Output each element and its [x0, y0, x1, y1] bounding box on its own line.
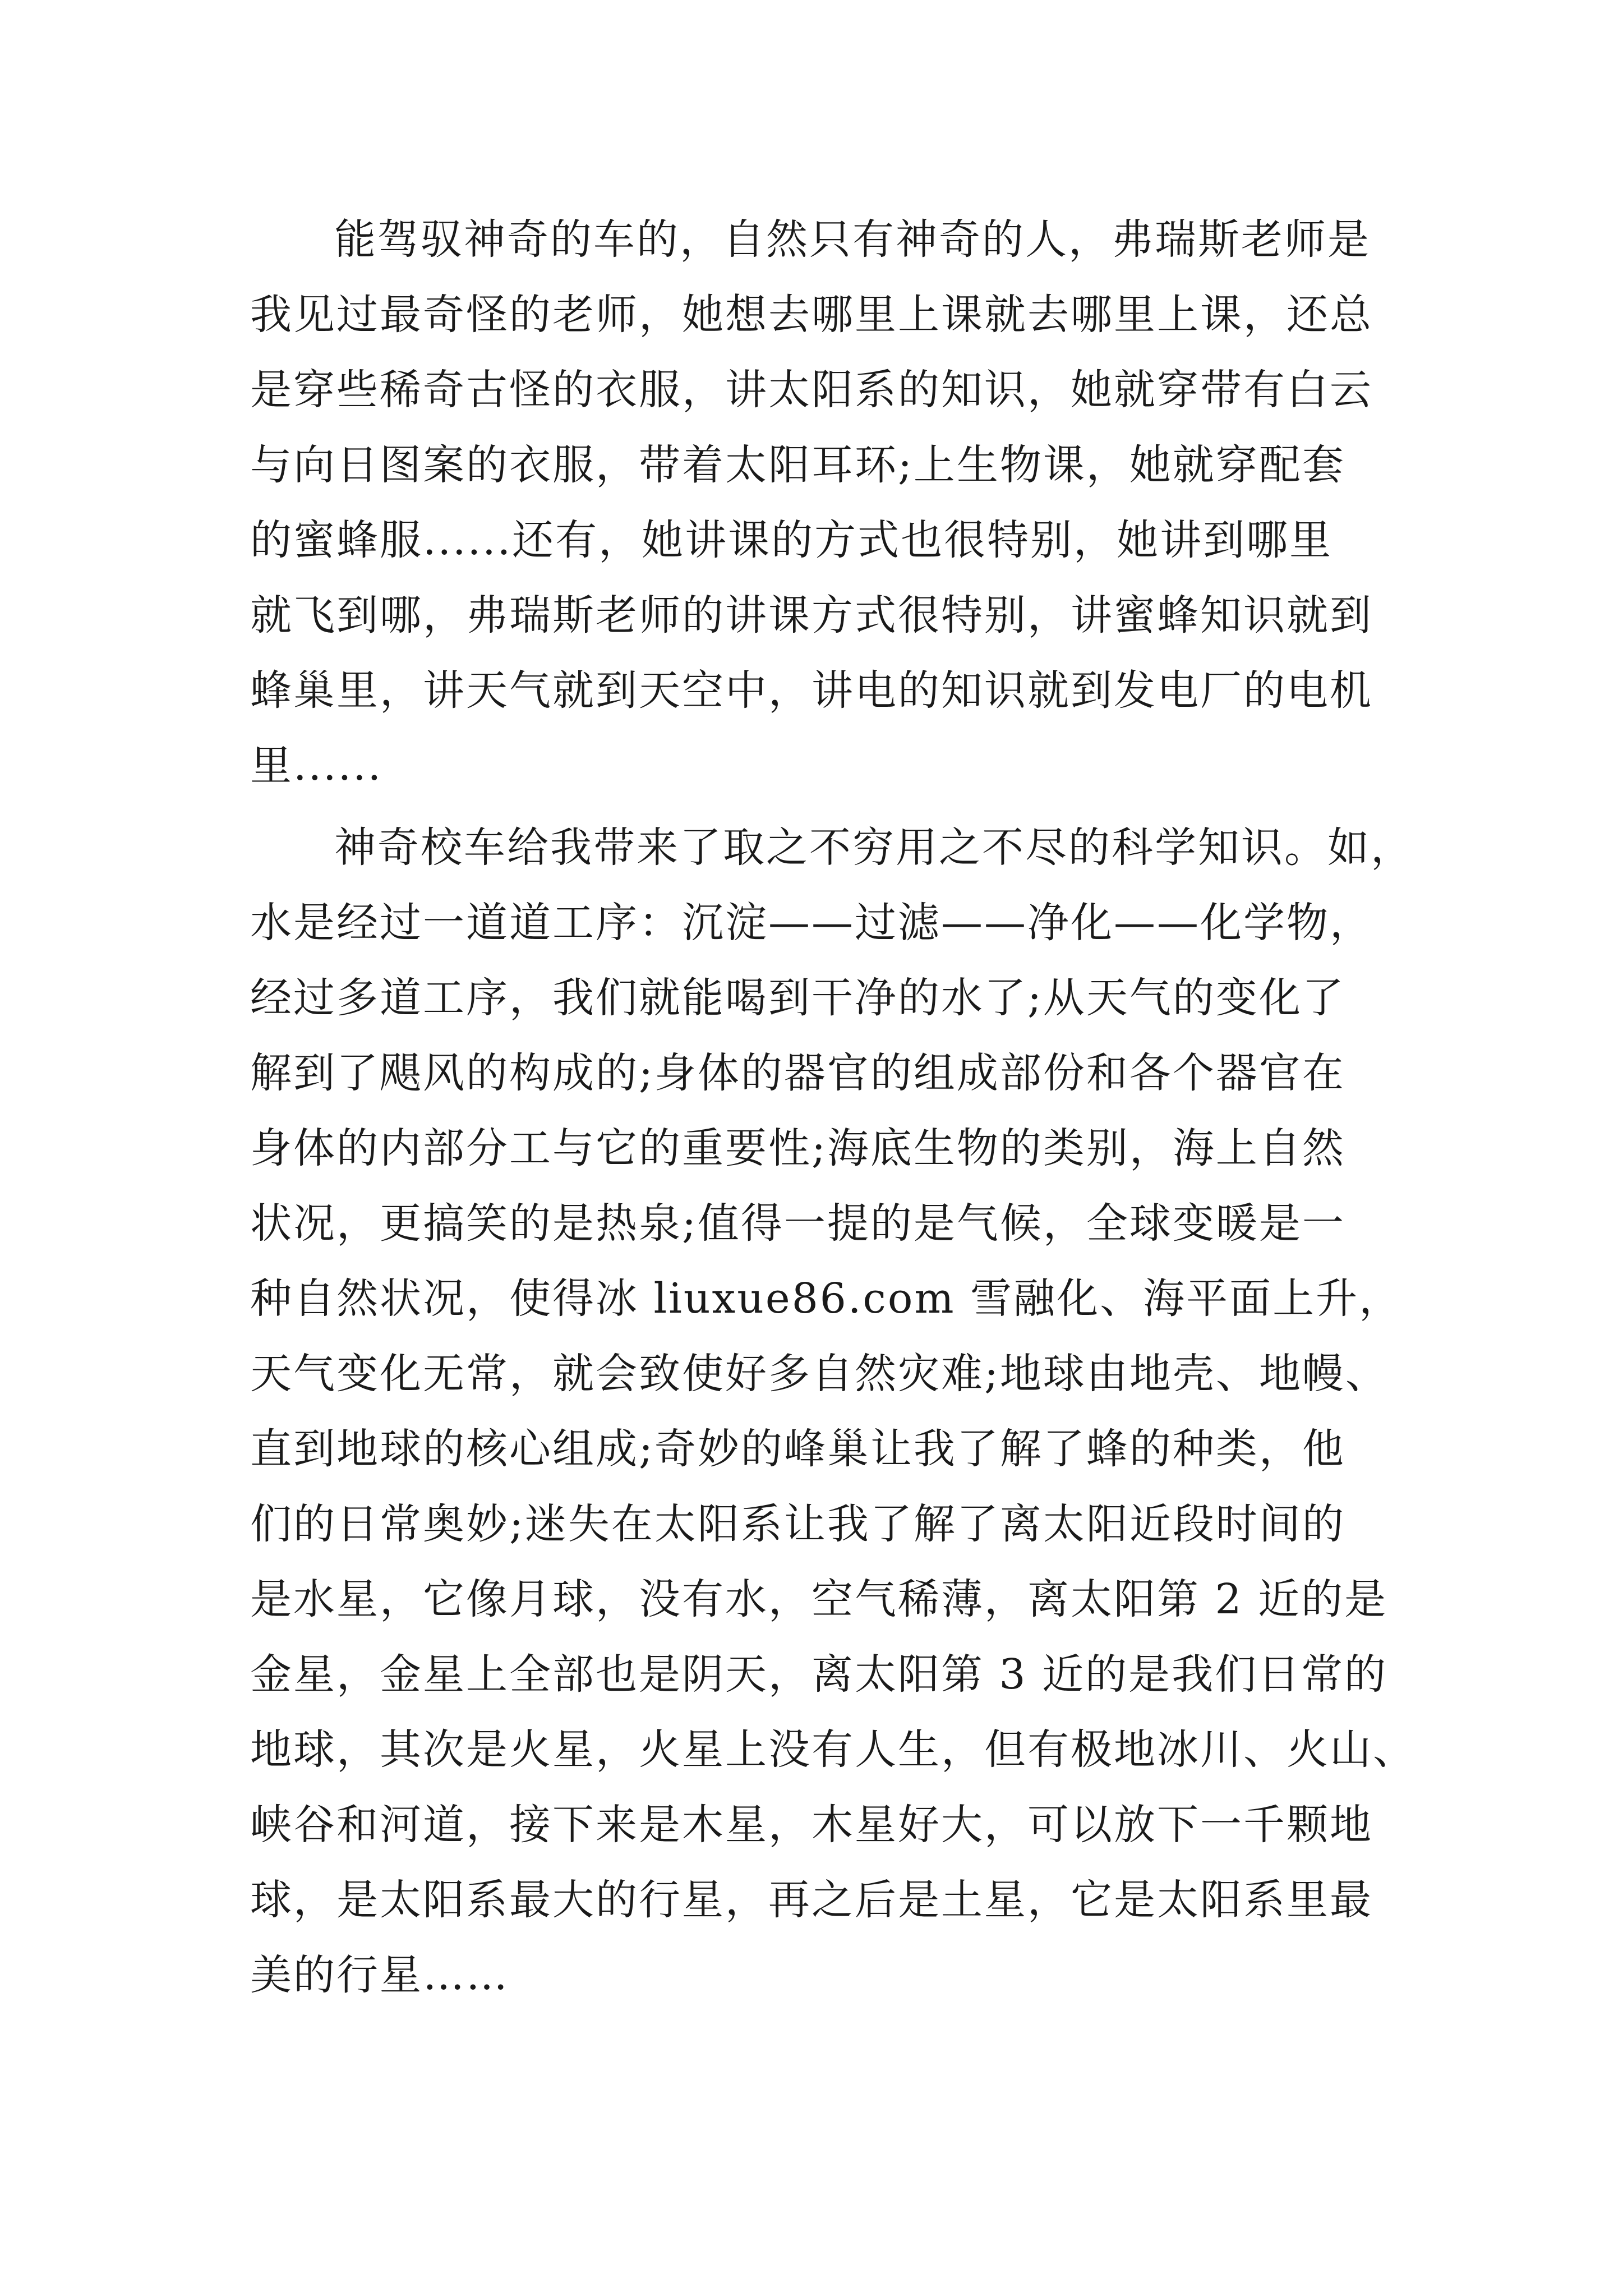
- text-line: 峡谷和河道，接下来是木星，木星好大，可以放下一千颗地: [250, 1801, 1373, 1849]
- paragraph-gap: [250, 803, 1385, 810]
- document-body: [250, 202, 1416, 2013]
- text-line: 地球，其次是火星，火星上没有人生，但有极地冰川、火山、: [250, 1726, 1416, 1774]
- text-line: 种自然状况，使得冰 liuxue86.com 雪融化、海平面上升，: [250, 1274, 1403, 1323]
- text-line: 解到了飓风的构成的;身体的器官的组成部份和各个器官在: [250, 1049, 1345, 1097]
- text-line: 的蜜蜂服......还有，她讲课的方式也很特别，她讲到哪里: [250, 516, 1333, 564]
- text-line: 是水星，它像月球，没有水，空气稀薄，离太阳第 2 近的是: [250, 1575, 1388, 1623]
- text-line: 是穿些稀奇古怪的衣服，讲太阳系的知识，她就穿带有白云: [250, 366, 1373, 414]
- text-line: 金星，金星上全部也是阴天，离太阳第 3 近的是我们日常的: [250, 1650, 1388, 1699]
- text-line: 能驾驭神奇的车的，自然只有神奇的人，弗瑞斯老师是: [334, 215, 1371, 264]
- text-line: 天气变化无常，就会致使好多自然灾难;地球由地壳、地幔、: [250, 1350, 1389, 1398]
- text-line: 蜂巢里，讲天气就到天空中，讲电的知识就到发电厂的电机: [250, 666, 1373, 715]
- paragraph-science-knowledge: [250, 810, 1416, 2013]
- text-line: 里......: [250, 742, 383, 790]
- paragraph-teacher: [250, 202, 1385, 803]
- text-line: 与向日图案的衣服，带着太阳耳环;上生物课，她就穿配套: [250, 441, 1345, 489]
- text-line: 身体的内部分工与它的重要性;海底生物的类别，海上自然: [250, 1124, 1345, 1172]
- text-line: 水是经过一道道工序：沉淀——过滤——净化——化学物，: [250, 899, 1373, 947]
- text-line: 美的行星……: [250, 1951, 509, 1999]
- text-line: 我见过最奇怪的老师，她想去哪里上课就去哪里上课，还总: [250, 291, 1373, 339]
- text-line: 球，是太阳系最大的行星，再之后是土星，它是太阳系里最: [250, 1876, 1373, 1924]
- text-line: 们的日常奥妙;迷失在太阳系让我了解了离太阳近段时间的: [250, 1500, 1345, 1548]
- text-line: 状况，更搞笑的是热泉;值得一提的是气候，全球变暖是一: [250, 1199, 1345, 1248]
- text-line: 经过多道工序，我们就能喝到干净的水了;从天气的变化了: [250, 974, 1345, 1022]
- text-line: 直到地球的核心组成;奇妙的峰巢让我了解了蜂的种类，他: [250, 1425, 1345, 1473]
- text-line: 就飞到哪，弗瑞斯老师的讲课方式很特别，讲蜜蜂知识就到: [250, 591, 1373, 639]
- text-line: 神奇校车给我带来了取之不穷用之不尽的科学知识。如，: [334, 823, 1414, 872]
